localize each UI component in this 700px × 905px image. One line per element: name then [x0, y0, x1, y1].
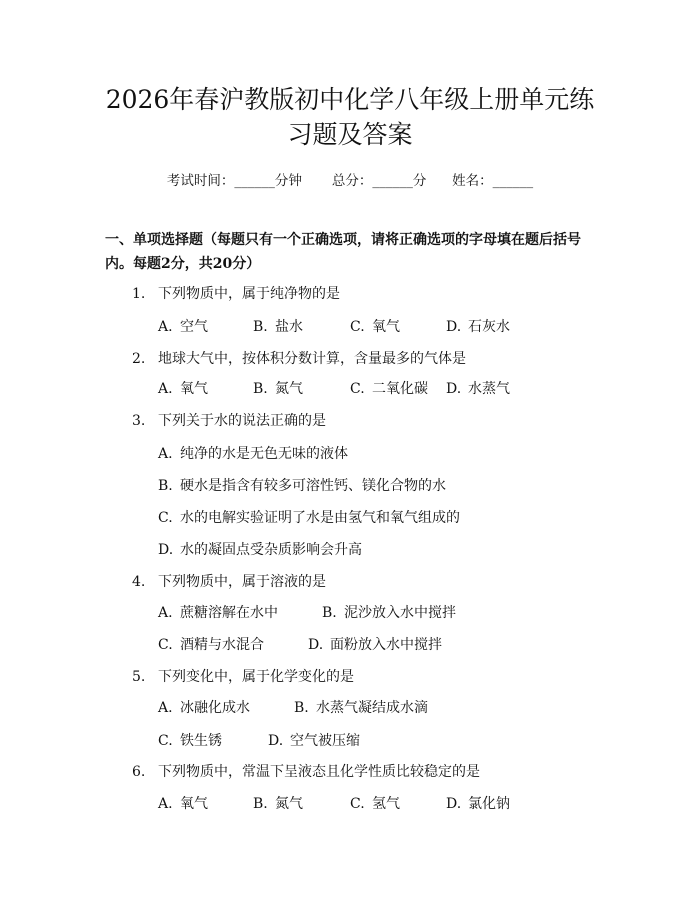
question-text: 下列物质中，属于溶液的是: [158, 574, 326, 590]
exam-time-field: 考试时间：______分钟: [166, 173, 302, 189]
question-number: 2.: [132, 351, 146, 367]
question-3: [132, 410, 326, 430]
question-text: 下列变化中，属于化学变化的是: [158, 669, 354, 685]
question-1-option-a: A. 空气: [158, 319, 208, 335]
question-2-option-d: D. 水蒸气: [446, 381, 510, 397]
document-title-line-2: 习题及答案: [287, 120, 413, 149]
question-text: 地球大气中，按体积分数计算，含量最多的气体是: [158, 351, 466, 367]
question-2-option-c: C. 二氧化碳: [350, 381, 428, 397]
question-6-option-b: B. 氮气: [253, 796, 303, 812]
question-4: [132, 571, 326, 591]
section-heading-line-1: 一、单项选择题（每题只有一个正确选项，请将正确选项的字母填在题后括号: [105, 232, 581, 248]
question-1-option-c: C. 氧气: [350, 319, 400, 335]
question-4-option-d: D. 面粉放入水中搅拌: [308, 637, 442, 653]
question-3-option-b: B. 硬水是指含有较多可溶性钙、镁化合物的水: [158, 478, 446, 494]
question-5-option-c: C. 铁生锈: [158, 733, 222, 749]
student-name-field: 姓名：______: [452, 173, 534, 189]
question-6-option-c: C. 氢气: [350, 796, 400, 812]
question-text: 下列物质中，属于纯净物的是: [158, 286, 340, 302]
question-3-option-a: A. 纯净的水是无色无味的液体: [158, 446, 348, 462]
question-4-option-b: B. 泥沙放入水中搅拌: [322, 605, 456, 621]
question-text: 下列物质中，常温下呈液态且化学性质比较稳定的是: [158, 764, 480, 780]
question-number: 5.: [132, 669, 146, 685]
question-3-option-d: D. 水的凝固点受杂质影响会升高: [158, 542, 362, 558]
question-2-option-b: B. 氮气: [253, 381, 303, 397]
question-5-option-a: A. 冰融化成水: [158, 700, 250, 716]
question-number: 3.: [132, 413, 146, 429]
question-4-option-a: A. 蔗糖溶解在水中: [158, 605, 278, 621]
question-number: 1.: [132, 286, 146, 302]
section-heading-single-choice: [105, 228, 605, 276]
question-1-option-d: D. 石灰水: [446, 319, 510, 335]
question-1-option-b: B. 盐水: [253, 319, 303, 335]
question-6-option-d: D. 氯化钠: [446, 796, 510, 812]
total-score-field: 总分：______分: [331, 173, 427, 189]
question-1: [132, 283, 340, 303]
exam-info-line: [0, 169, 700, 189]
question-6: [132, 761, 480, 781]
question-5: [132, 666, 354, 686]
question-5-option-d: D. 空气被压缩: [268, 733, 360, 749]
question-number: 6.: [132, 764, 146, 780]
section-heading-line-2: 内。每题2分，共20分）: [105, 256, 261, 272]
question-5-option-b: B. 水蒸气凝结成水滴: [294, 700, 428, 716]
question-2-option-a: A. 氧气: [158, 381, 208, 397]
question-text: 下列关于水的说法正确的是: [158, 413, 326, 429]
question-6-option-a: A. 氧气: [158, 796, 208, 812]
question-4-option-c: C. 酒精与水混合: [158, 637, 264, 653]
question-2: [132, 348, 466, 368]
document-title-line-1: 2026年春沪教版初中化学八年级上册单元练: [105, 85, 595, 114]
question-number: 4.: [132, 574, 146, 590]
question-3-option-c: C. 水的电解实验证明了水是由氢气和氧气组成的: [158, 510, 460, 526]
